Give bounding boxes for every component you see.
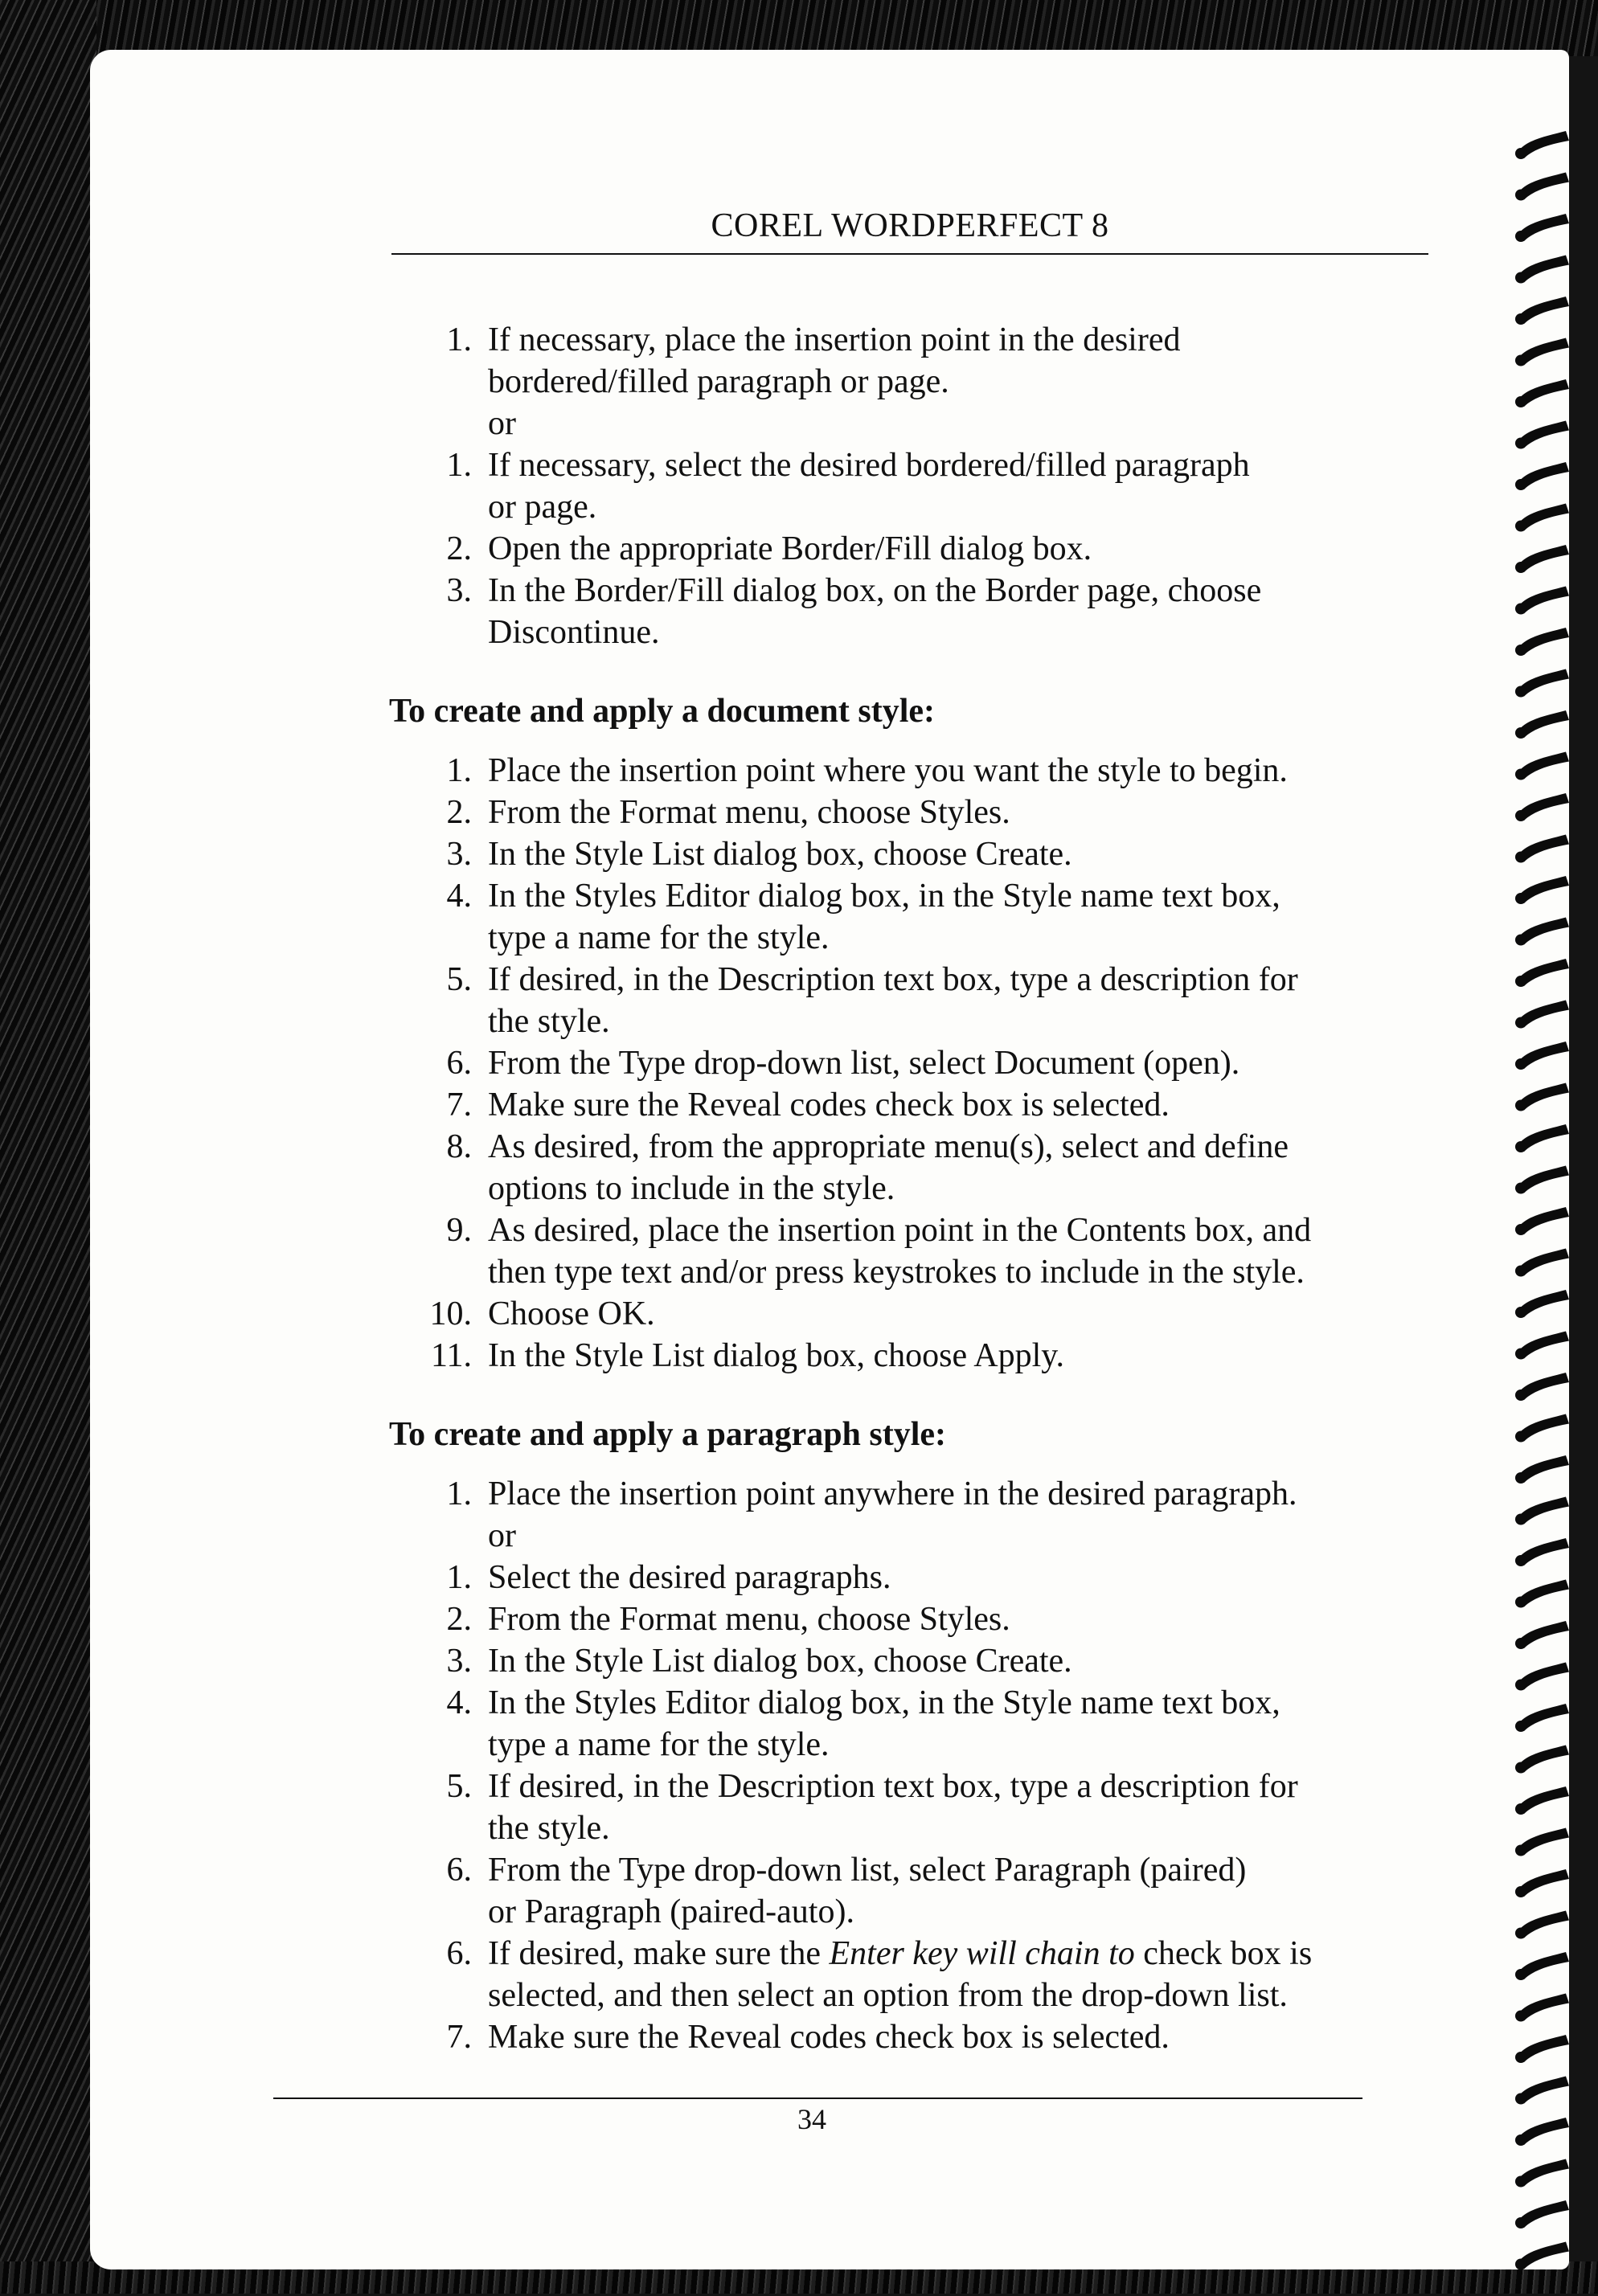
spiral-coil — [1515, 1042, 1569, 1070]
step-text: or — [488, 405, 516, 442]
spiral-coil — [1515, 214, 1569, 242]
list-item — [387, 570, 1432, 612]
step-text: Open the appropriate Border/Fill dialog box. — [488, 530, 1092, 567]
document-style-steps-list — [387, 750, 1432, 1377]
step-text: If desired, make sure the Enter key will chain to check box is — [488, 1935, 1313, 1972]
page-content — [387, 319, 1432, 2058]
step-text: If desired, in the Description text box, type a description for — [488, 961, 1298, 998]
spiral-coil — [1515, 1166, 1569, 1194]
spiral-coil — [1515, 1124, 1569, 1152]
step-text: Make sure the Reveal codes check box is selected. — [488, 1087, 1170, 1123]
list-item — [387, 1515, 1432, 1557]
spiral-coil — [1515, 1952, 1569, 1980]
step-number: 2. — [446, 1601, 472, 1638]
step-number: 4. — [446, 1684, 472, 1721]
list-item — [387, 1557, 1432, 1598]
footer-rule — [273, 2098, 1362, 2099]
spiral-coil — [1515, 1249, 1569, 1277]
list-item — [387, 1126, 1432, 1168]
step-text: In the Style List dialog box, choose Apply. — [488, 1337, 1065, 1374]
spiral-coil — [1515, 2242, 1569, 2270]
spiral-coil — [1515, 710, 1569, 739]
list-item — [387, 2016, 1432, 2058]
list-item — [387, 403, 1432, 444]
intro-steps-list — [387, 319, 1432, 653]
step-number: 5. — [446, 1768, 472, 1805]
list-item — [387, 959, 1432, 1001]
spiral-coil — [1515, 1538, 1569, 1566]
step-text: Make sure the Reveal codes check box is selected. — [488, 2019, 1170, 2056]
step-text: type a name for the style. — [488, 1726, 830, 1763]
spiral-coil — [1515, 587, 1569, 615]
document-page — [90, 50, 1569, 2269]
step-text: Choose OK. — [488, 1295, 655, 1332]
list-item — [387, 1766, 1432, 1807]
list-item — [387, 1168, 1432, 1209]
header-title: COREL WORDPERFECT 8 — [711, 207, 1109, 244]
spiral-coil — [1515, 1580, 1569, 1608]
step-text: From the Type drop-down list, select Paragraph (paired) — [488, 1852, 1247, 1889]
step-number: 1. — [446, 752, 472, 789]
step-text: As desired, from the appropriate menu(s), select and define — [488, 1128, 1289, 1165]
list-item — [387, 750, 1432, 792]
spiral-coil — [1515, 1704, 1569, 1732]
spiral-coil — [1515, 752, 1569, 780]
spiral-coil — [1515, 2118, 1569, 2146]
spiral-coil — [1515, 1455, 1569, 1484]
binder-left-edge — [0, 0, 96, 2294]
spiral-coil — [1515, 1663, 1569, 1691]
step-text: the style. — [488, 1003, 610, 1040]
spiral-coil — [1515, 504, 1569, 532]
list-item — [387, 361, 1432, 403]
paragraph-style-heading: To create and apply a paragraph style: — [389, 1416, 947, 1453]
paragraph-style-steps-list — [387, 1473, 1432, 1933]
step-text: From the Type drop-down list, select Document (open). — [488, 1045, 1240, 1082]
step-number: 1. — [446, 447, 472, 484]
step-text: If necessary, select the desired bordered/filled paragraph — [488, 447, 1250, 484]
step-number: 6. — [446, 1852, 472, 1889]
list-item — [387, 1807, 1432, 1849]
step-number: 3. — [446, 1643, 472, 1680]
list-item — [387, 1933, 1432, 1975]
spiral-binding — [1513, 126, 1569, 2296]
spiral-coil — [1515, 2200, 1569, 2228]
binder-top-edge — [0, 0, 1598, 56]
step-number: 1. — [446, 1559, 472, 1596]
spiral-coil — [1515, 669, 1569, 698]
list-item — [387, 486, 1432, 528]
step-text: In the Style List dialog box, choose Create. — [488, 836, 1072, 873]
step-number: 6. — [446, 1045, 472, 1082]
list-item — [387, 528, 1432, 570]
step-text: Discontinue. — [488, 614, 660, 651]
list-item — [387, 1001, 1432, 1042]
step-text: type a name for the style. — [488, 919, 830, 956]
spiral-coil — [1515, 1869, 1569, 1897]
step-number: 2. — [446, 794, 472, 831]
step-text: In the Border/Fill dialog box, on the Border page, choose — [488, 572, 1262, 609]
step-text: options to include in the style. — [488, 1170, 895, 1207]
list-item — [387, 1682, 1432, 1724]
list-item — [387, 1293, 1432, 1335]
spiral-coil — [1515, 628, 1569, 656]
spiral-coil — [1515, 2077, 1569, 2105]
list-item — [387, 1042, 1432, 1084]
spiral-coil — [1515, 421, 1569, 449]
list-item — [387, 1598, 1432, 1640]
step-number: 11. — [431, 1337, 472, 1374]
spiral-coil — [1515, 462, 1569, 490]
step-number: 8. — [446, 1128, 472, 1165]
document-style-heading: To create and apply a document style: — [389, 693, 936, 730]
list-item — [387, 875, 1432, 917]
step-text: As desired, place the insertion point in the Contents box, and — [488, 1212, 1312, 1249]
step-number: 10. — [429, 1295, 472, 1332]
option-name: Enter key will chain to — [829, 1935, 1135, 1972]
list-item — [387, 1473, 1432, 1515]
spiral-coil — [1515, 1332, 1569, 1360]
list-item — [387, 1891, 1432, 1933]
spiral-coil — [1515, 835, 1569, 863]
spiral-coil — [1515, 1001, 1569, 1029]
spiral-coil — [1515, 1207, 1569, 1235]
spiral-coil — [1515, 173, 1569, 201]
list-item — [387, 1640, 1432, 1682]
spiral-coil — [1515, 1746, 1569, 1774]
list-item — [387, 1849, 1432, 1891]
step-number: 1. — [446, 321, 472, 358]
spiral-coil — [1515, 876, 1569, 904]
spiral-coil — [1515, 1911, 1569, 1939]
step-number: 7. — [446, 1087, 472, 1123]
step-text: In the Style List dialog box, choose Create. — [488, 1643, 1072, 1680]
list-item — [387, 1724, 1432, 1766]
spiral-coil — [1515, 256, 1569, 284]
list-item — [387, 833, 1432, 875]
paragraph-style-steps-tail — [387, 1933, 1432, 2058]
spiral-coil — [1515, 1290, 1569, 1318]
spiral-coil — [1515, 131, 1569, 159]
step-text: In the Styles Editor dialog box, in the Style name text box, — [488, 878, 1280, 915]
spiral-coil — [1515, 1497, 1569, 1525]
list-item — [387, 612, 1432, 653]
step-text: Select the desired paragraphs. — [488, 1559, 891, 1596]
spiral-coil — [1515, 793, 1569, 821]
step-number: 9. — [446, 1212, 472, 1249]
spiral-coil — [1515, 2035, 1569, 2063]
page-number: 34 — [797, 2103, 826, 2135]
step-number: 3. — [446, 836, 472, 873]
list-item — [387, 1251, 1432, 1293]
list-item — [387, 444, 1432, 486]
step-text: If necessary, place the insertion point in the desired — [488, 321, 1181, 358]
spiral-coil — [1515, 1621, 1569, 1649]
running-header — [391, 207, 1428, 255]
step-text: bordered/filled paragraph or page. — [488, 363, 949, 400]
step-number: 5. — [446, 961, 472, 998]
spiral-coil — [1515, 2159, 1569, 2188]
list-item — [387, 1975, 1432, 2016]
step-text: Place the insertion point anywhere in the desired paragraph. — [488, 1475, 1297, 1512]
spiral-coil — [1515, 1083, 1569, 1111]
step-text: If desired, in the Description text box, type a description for — [488, 1768, 1298, 1805]
step-number: 1. — [446, 1475, 472, 1512]
spiral-coil — [1515, 918, 1569, 946]
step-number: 6. — [446, 1935, 472, 1972]
step-number: 4. — [446, 878, 472, 915]
step-text: the style. — [488, 1810, 610, 1847]
spiral-coil — [1515, 1373, 1569, 1401]
step-number: 2. — [446, 530, 472, 567]
spiral-coil — [1515, 297, 1569, 325]
spiral-coil — [1515, 338, 1569, 366]
step-text: or page. — [488, 489, 597, 526]
spiral-coil — [1515, 1414, 1569, 1443]
spiral-coil — [1515, 1994, 1569, 2022]
spiral-coil — [1515, 959, 1569, 987]
step-text: selected, and then select an option from the drop-down list. — [488, 1977, 1288, 2014]
list-item — [387, 1335, 1432, 1377]
step-number: 3. — [446, 572, 472, 609]
list-item — [387, 319, 1432, 361]
spiral-coil — [1515, 545, 1569, 573]
list-item — [387, 1209, 1432, 1251]
spiral-coil — [1515, 379, 1569, 407]
step-text: From the Format menu, choose Styles. — [488, 1601, 1010, 1638]
step-text: In the Styles Editor dialog box, in the Style name text box, — [488, 1684, 1280, 1721]
list-item — [387, 917, 1432, 959]
spiral-coil — [1515, 1786, 1569, 1815]
spiral-coil — [1515, 1828, 1569, 1856]
list-item — [387, 1084, 1432, 1126]
step-text: Place the insertion point where you want the style to begin. — [488, 752, 1288, 789]
list-item — [387, 792, 1432, 833]
step-text: From the Format menu, choose Styles. — [488, 794, 1010, 831]
step-text: or — [488, 1517, 516, 1554]
step-text: then type text and/or press keystrokes to include in the style. — [488, 1254, 1305, 1291]
step-text: or Paragraph (paired-auto). — [488, 1893, 854, 1930]
step-number: 7. — [446, 2019, 472, 2056]
